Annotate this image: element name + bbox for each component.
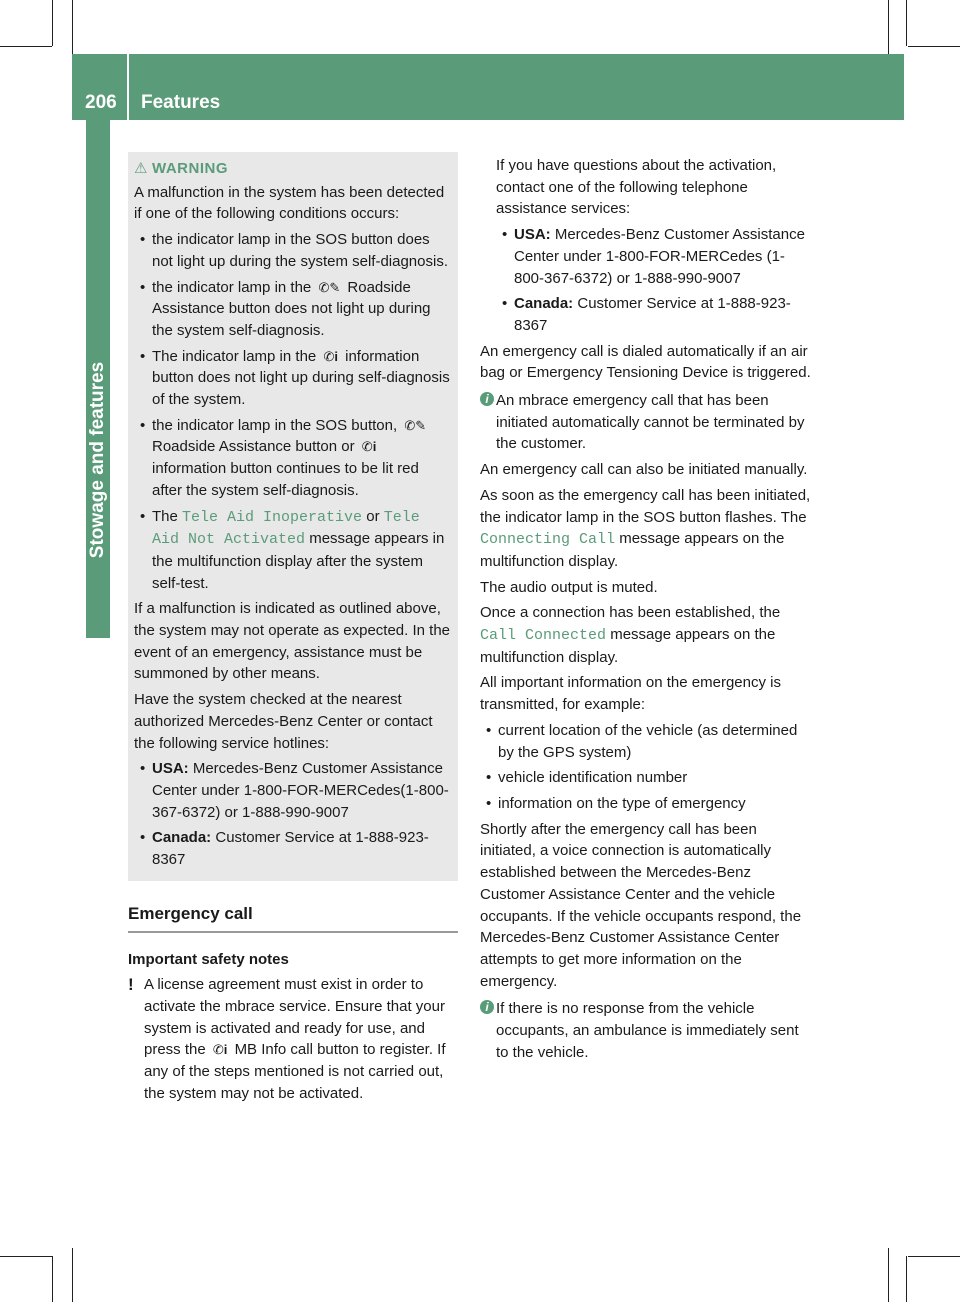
list-text: The indicator lamp in the xyxy=(152,347,317,365)
list-text: information button does not light up during self-diagnosis of the system. xyxy=(152,347,450,409)
warning-heading-text: WARNING xyxy=(152,160,228,177)
paragraph: An emergency call is dialed automatically if an air bag or Emergency Tensioning Device is triggered. xyxy=(480,342,811,382)
crop-mark xyxy=(906,0,907,46)
crop-mark xyxy=(908,46,960,47)
paragraph-text: message appears on the multifunction display. xyxy=(480,530,785,570)
list-item: • information on the type of emergency xyxy=(480,793,812,815)
hotline-label: USA: xyxy=(514,226,551,244)
warning-triangle-icon: ⚠ xyxy=(134,160,148,177)
list-item xyxy=(134,277,452,342)
display-message: Tele Aid Not Activated xyxy=(152,508,420,549)
list-item: • the indicator lamp in the SOS button does not light up during the system self-diagnosis. xyxy=(134,229,452,272)
left-column xyxy=(128,152,458,1104)
information-icon: ✆i xyxy=(212,1042,228,1058)
right-column xyxy=(480,155,812,1063)
info-note xyxy=(480,998,812,1063)
list-item: • vehicle identification number xyxy=(480,767,812,789)
exclamation-icon: ! xyxy=(128,975,134,995)
list-item xyxy=(134,827,452,870)
side-tab-label: Stowage and features xyxy=(87,361,108,559)
list-item xyxy=(134,758,452,823)
crop-mark xyxy=(72,1248,73,1302)
crop-mark xyxy=(908,1256,960,1257)
info-icon: i xyxy=(480,392,494,406)
paragraph: Shortly after the emergency call has been initiated, a voice connection is automatically established between the Mercedes-Benz Customer Assistance Center and the vehicle occupants. If the vehicle occupants respond, the Mercedes-Benz Customer Assistance Center attempts to get more information on the emergency. xyxy=(480,820,802,990)
crop-mark xyxy=(906,1256,907,1302)
warning-paragraph: Have the system checked at the nearest authorized Mercedes-Benz Center or contact the following service hotlines: xyxy=(134,691,433,752)
crop-mark xyxy=(72,0,73,56)
display-message: Tele Aid Inoperative xyxy=(182,508,363,526)
list-item: • current location of the vehicle (as determined by the GPS system) xyxy=(480,720,812,763)
list-text: the indicator lamp in the xyxy=(152,278,312,296)
section-title: Emergency call xyxy=(128,903,458,933)
crop-mark xyxy=(0,1256,52,1257)
list-item xyxy=(496,293,812,336)
roadside-assistance-icon: ✆✎ xyxy=(404,417,427,433)
information-icon: ✆i xyxy=(323,348,338,364)
warning-heading xyxy=(134,158,452,180)
info-icon: i xyxy=(480,1000,494,1014)
hotline-label: Canada: xyxy=(152,829,212,847)
note-text: A license agreement must exist in order to activate the mbrace service. Ensure that your system is activated and ready for use, and press the xyxy=(144,976,445,1059)
warning-box xyxy=(128,152,458,881)
warning-intro: A malfunction in the system has been detected if one of the following conditions occurs: xyxy=(134,183,445,223)
list-text: or xyxy=(366,507,380,525)
hotline-text: Customer Service at 1-888-923-8367 xyxy=(514,295,791,334)
note-text: MB Info call button to register. If any of the steps mentioned is not carried out, the system may not be activated. xyxy=(144,1041,446,1102)
warning-paragraph: If a malfunction is indicated as outlined above, the system may not operate as expected. In the event of an emergency, assistance must be summoned by other means. xyxy=(134,600,451,683)
information-icon: ✆i xyxy=(361,439,377,455)
crop-mark xyxy=(52,1256,53,1302)
display-message: Connecting Call xyxy=(480,531,616,549)
paragraph: The audio output is muted. xyxy=(480,578,658,596)
page-number: 206 xyxy=(85,92,117,113)
paragraph xyxy=(480,485,812,573)
list-text: the indicator lamp in the SOS button, xyxy=(152,416,398,434)
page-title: Features xyxy=(141,92,221,113)
crop-mark xyxy=(52,0,53,46)
paragraph xyxy=(480,602,812,668)
hotline-text: Customer Service at 1-888-923-8367 xyxy=(152,829,429,869)
crop-mark xyxy=(888,1248,889,1302)
header-divider xyxy=(127,54,129,120)
display-message: Call Connected xyxy=(480,627,607,645)
list-item xyxy=(134,415,452,502)
hotline-label: USA: xyxy=(152,760,189,778)
list-item xyxy=(496,224,812,289)
paragraph: An emergency call can also be initiated manually. xyxy=(480,461,808,479)
hotline-text: Mercedes-Benz Customer Assistance Center under 1-800-FOR-MERCedes (1-800-367-6372) or 1-888-990-9007 xyxy=(514,226,805,287)
subsection-title: Important safety notes xyxy=(128,950,289,968)
list-text: information button continues to be lit red after the system self-diagnosis. xyxy=(152,460,419,499)
note-text: An mbrace emergency call that has been initiated automatically cannot be terminated by the customer. xyxy=(496,392,805,453)
paragraph-text: As soon as the emergency call has been initiated, the indicator lamp in the SOS button flashes. The xyxy=(480,486,811,526)
info-note xyxy=(480,390,812,455)
crop-mark xyxy=(0,46,52,47)
note-text: If there is no response from the vehicle occupants, an ambulance is immediately sent to the vehicle. xyxy=(496,1000,799,1061)
list-item xyxy=(134,346,452,411)
paragraph-text: message appears on the multifunction display. xyxy=(480,626,776,666)
list-text: The xyxy=(152,507,178,525)
list-text: message appears in the multifunction display after the system self-test. xyxy=(152,530,445,592)
list-text: Roadside Assistance button or xyxy=(152,438,355,456)
paragraph: If you have questions about the activation, contact one of the following telephone assistance services: xyxy=(496,157,777,218)
crop-mark xyxy=(888,0,889,56)
safety-note xyxy=(128,974,458,1104)
roadside-assistance-icon: ✆✎ xyxy=(318,279,341,295)
list-item xyxy=(134,506,452,595)
paragraph: All important information on the emergency is transmitted, for example: xyxy=(480,674,781,714)
hotline-text: Mercedes-Benz Customer Assistance Center under 1-800-FOR-MERCedes(1-800-367-6372) or 1-888-990-9007 xyxy=(152,760,449,821)
paragraph-text: Once a connection has been established, the xyxy=(480,604,781,622)
list-text: Roadside Assistance button does not light up during the system self-diagnosis. xyxy=(152,278,431,339)
hotline-label: Canada: xyxy=(514,295,574,313)
